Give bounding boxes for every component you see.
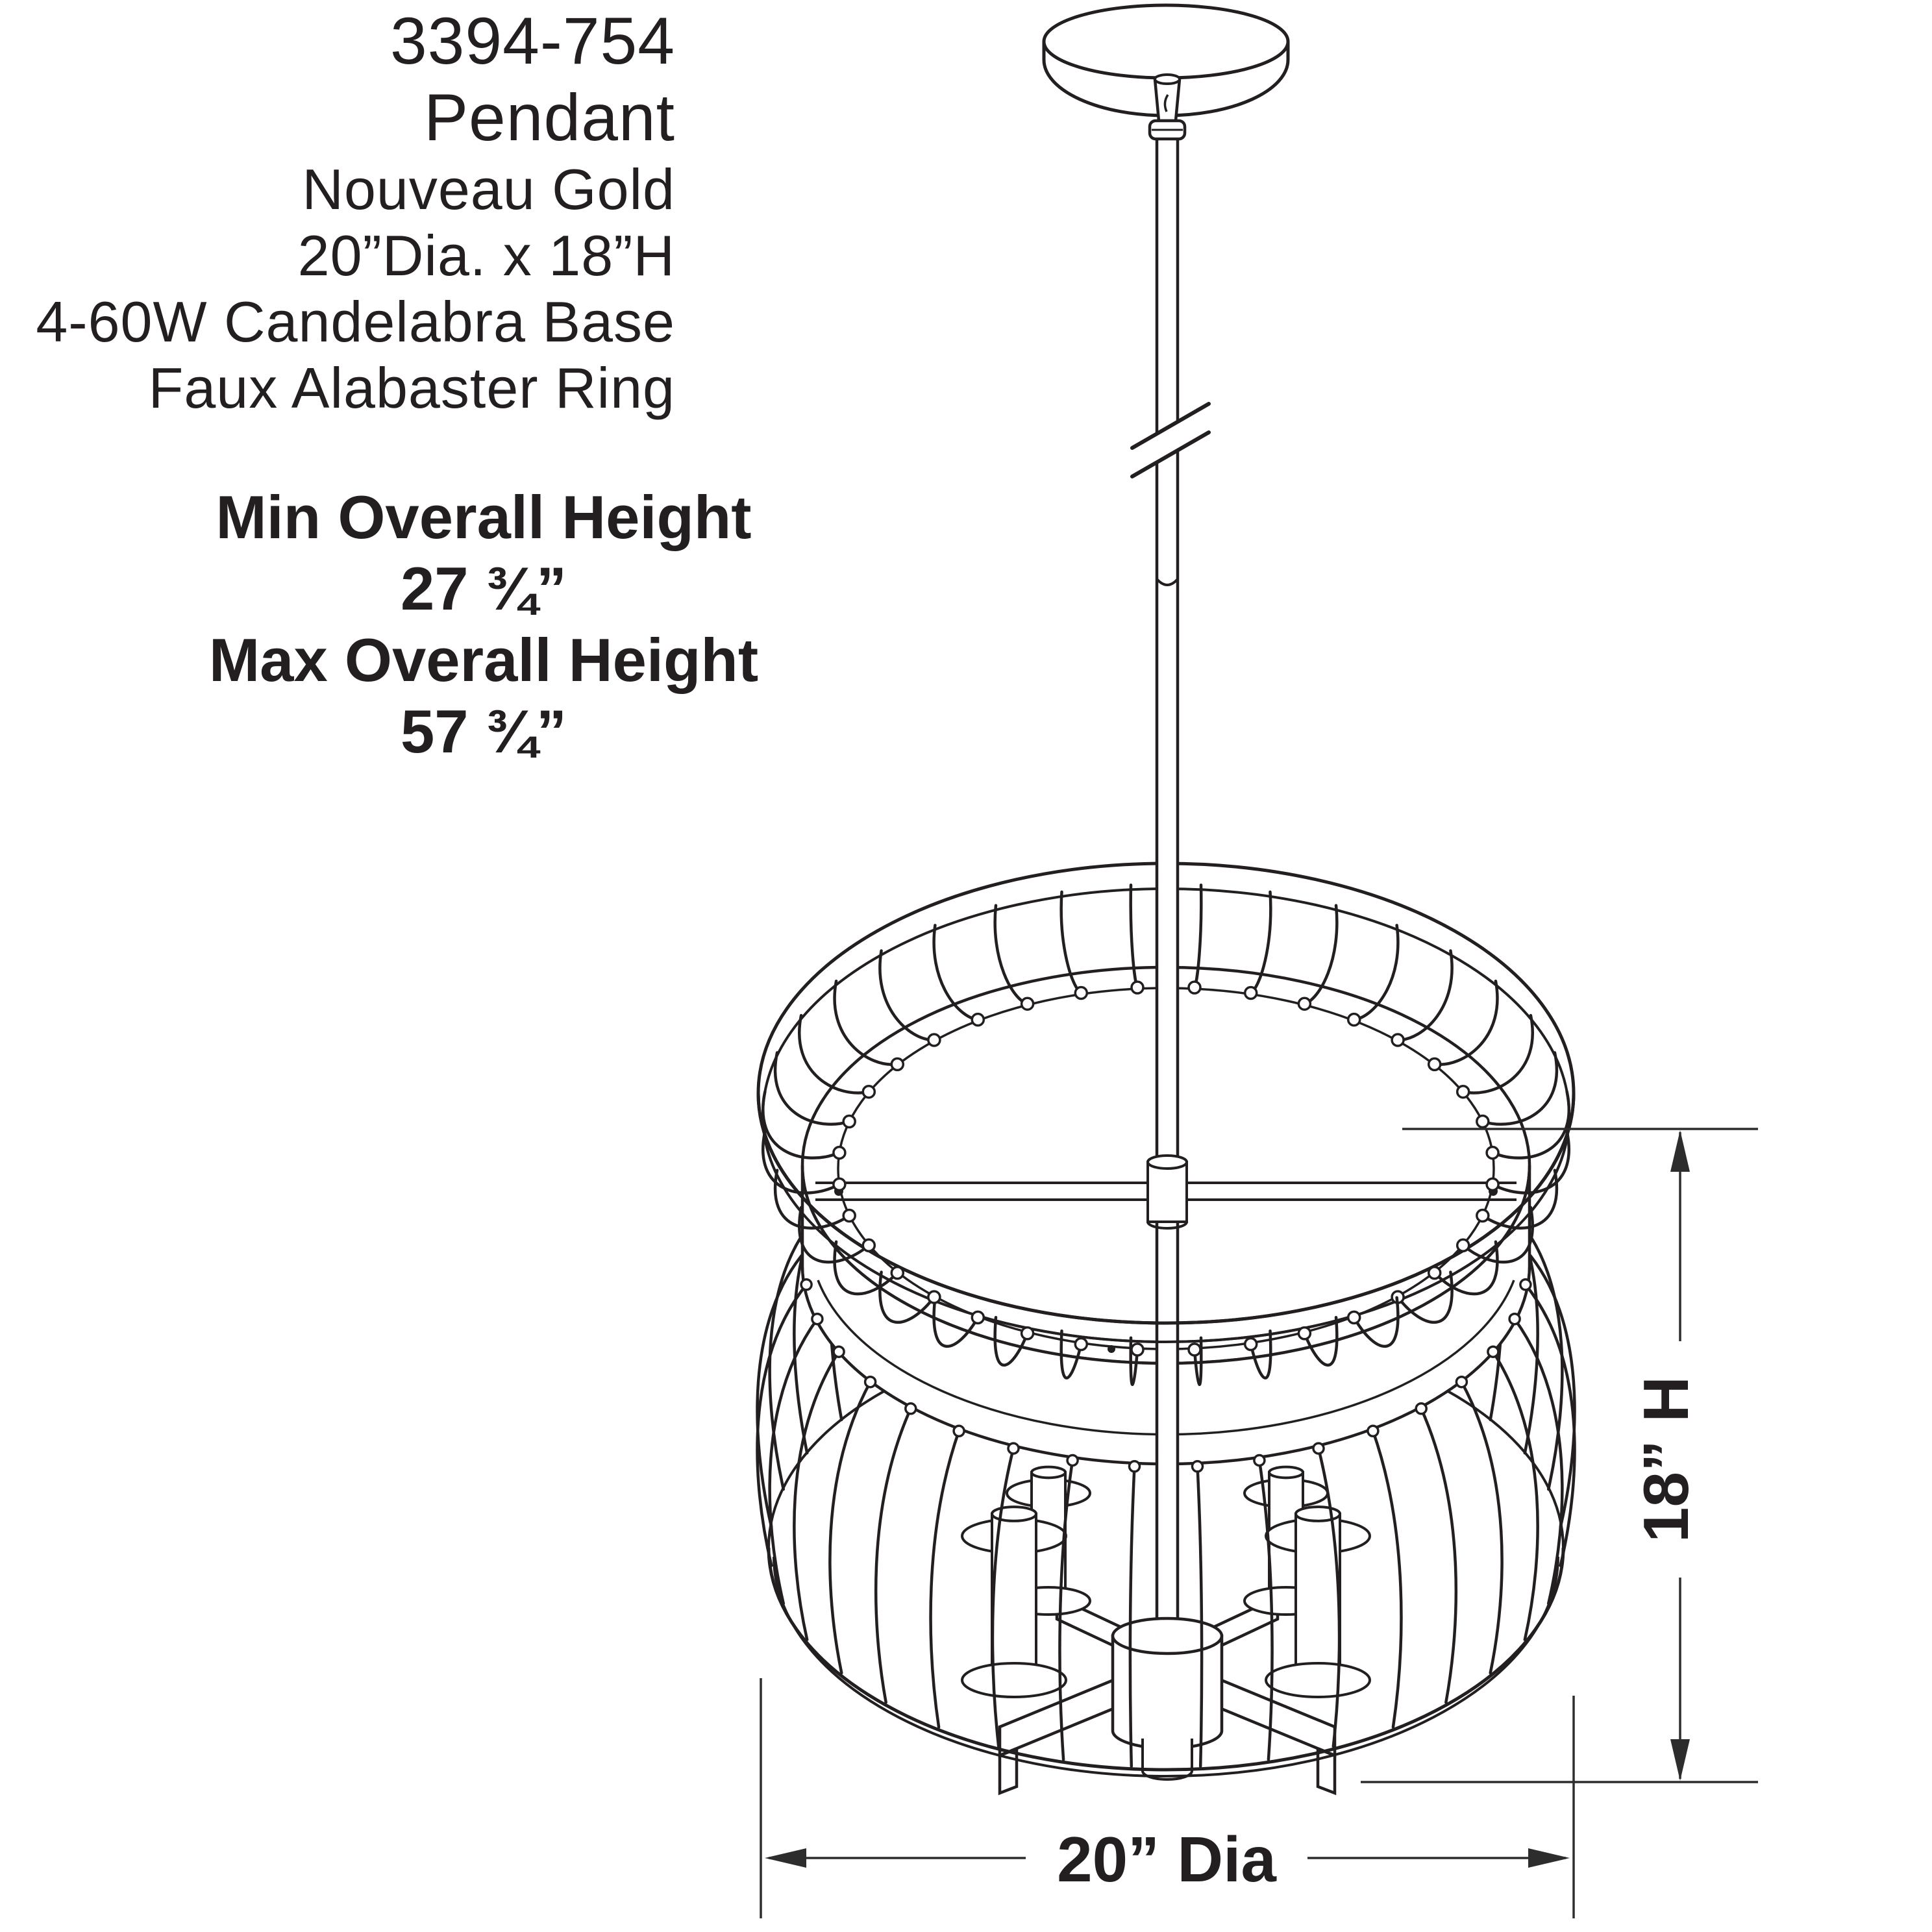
max-height-value: 57 ¾”	[400, 697, 567, 765]
wire-hook	[843, 1116, 855, 1128]
sleeve-top	[1269, 1467, 1303, 1478]
wire-hook	[928, 1034, 940, 1046]
wire-hook	[834, 1346, 844, 1357]
wire-hook	[1477, 1116, 1489, 1128]
cage-wire	[931, 1431, 960, 1727]
hub-bottom-finial	[1143, 1739, 1192, 1779]
wire-hook	[1313, 1443, 1324, 1454]
wire-hook	[865, 1377, 876, 1387]
wire-hook	[1189, 982, 1200, 993]
wire-hook	[863, 1086, 874, 1098]
arrow-right-icon	[1528, 1848, 1570, 1868]
cage-wire	[876, 1409, 911, 1703]
sleeve-top	[1032, 1467, 1065, 1478]
wire-hook	[863, 1239, 874, 1251]
product-lamping: 4-60W Candelabra Base	[36, 289, 675, 354]
wire-hook	[834, 1178, 845, 1190]
wire-hook	[834, 1147, 845, 1159]
wire-hook	[1298, 998, 1310, 1009]
product-size: 20”Dia. x 18”H	[297, 223, 675, 288]
wire-hook	[906, 1404, 916, 1414]
wire-hook	[1456, 1377, 1467, 1387]
wire-hook	[891, 1058, 903, 1070]
wire-hook	[1130, 1461, 1140, 1472]
wire-hook	[812, 1314, 823, 1324]
arrow-left-icon	[765, 1848, 806, 1868]
wire-hook	[1429, 1267, 1441, 1279]
diameter-dimension-label: 20” Dia	[1057, 1824, 1276, 1895]
height-dimension-label: 18” H	[1630, 1376, 1702, 1543]
wire-hook	[891, 1267, 903, 1279]
wire-hook	[1348, 1014, 1360, 1026]
wire-hook	[1132, 982, 1143, 993]
wire-hook	[1067, 1455, 1078, 1466]
wire-hook	[1075, 1339, 1087, 1350]
wire-hook	[972, 1311, 984, 1323]
wire-hook	[1392, 1034, 1404, 1046]
product-number: 3394-754	[390, 4, 675, 78]
wire-hook	[1477, 1210, 1489, 1222]
wire-hook	[1193, 1461, 1203, 1472]
rod-coupling	[1148, 1156, 1187, 1228]
min-height-value: 27 ¾”	[400, 554, 567, 623]
wire-hook	[801, 1280, 811, 1290]
cage-wire	[1373, 1431, 1402, 1727]
product-finish: Nouveau Gold	[302, 156, 675, 221]
wire-hook	[1368, 1426, 1378, 1436]
min-height-label: Min Overall Height	[216, 483, 752, 551]
wire-hook	[1487, 1178, 1498, 1190]
cage-wire	[757, 1285, 806, 1566]
wire-hook	[1487, 1147, 1498, 1159]
wire-hook	[1022, 1328, 1034, 1339]
wire-hook	[954, 1426, 964, 1436]
wire-hook	[928, 1291, 940, 1303]
wire-hook	[1075, 987, 1087, 999]
product-material: Faux Alabaster Ring	[148, 355, 675, 420]
rivet-dot	[1108, 1345, 1115, 1353]
wire-hook	[1416, 1404, 1426, 1414]
cage-wire	[1421, 1409, 1456, 1703]
arrow-up-icon	[1670, 1130, 1690, 1172]
cage-wire	[1526, 1285, 1575, 1566]
bobeche-ring	[1266, 1663, 1370, 1697]
ceiling-canopy	[1044, 5, 1288, 139]
wire-hook	[1298, 1328, 1310, 1339]
wire-hook	[1429, 1058, 1441, 1070]
wire-hook	[1348, 1311, 1360, 1323]
product-type: Pendant	[423, 80, 675, 155]
wire-hook	[1254, 1455, 1265, 1466]
wire-hook	[972, 1014, 984, 1026]
bobeche-ring	[962, 1663, 1066, 1697]
wire-hook	[1488, 1346, 1498, 1357]
wire-hook	[1509, 1314, 1520, 1324]
wire-hook	[843, 1210, 855, 1222]
max-height-label: Max Overall Height	[208, 625, 759, 694]
wire-hook	[1457, 1086, 1469, 1098]
wire-hook	[1457, 1239, 1469, 1251]
wire-hook	[1189, 1344, 1200, 1356]
wire-hook	[1132, 1344, 1143, 1356]
wire-hook	[1022, 998, 1034, 1009]
wire-hook	[1520, 1280, 1531, 1290]
arrow-down-icon	[1670, 1739, 1690, 1781]
wire-hook	[1008, 1443, 1019, 1454]
wire-hook	[1245, 987, 1257, 999]
wire-hook	[1245, 1339, 1257, 1350]
